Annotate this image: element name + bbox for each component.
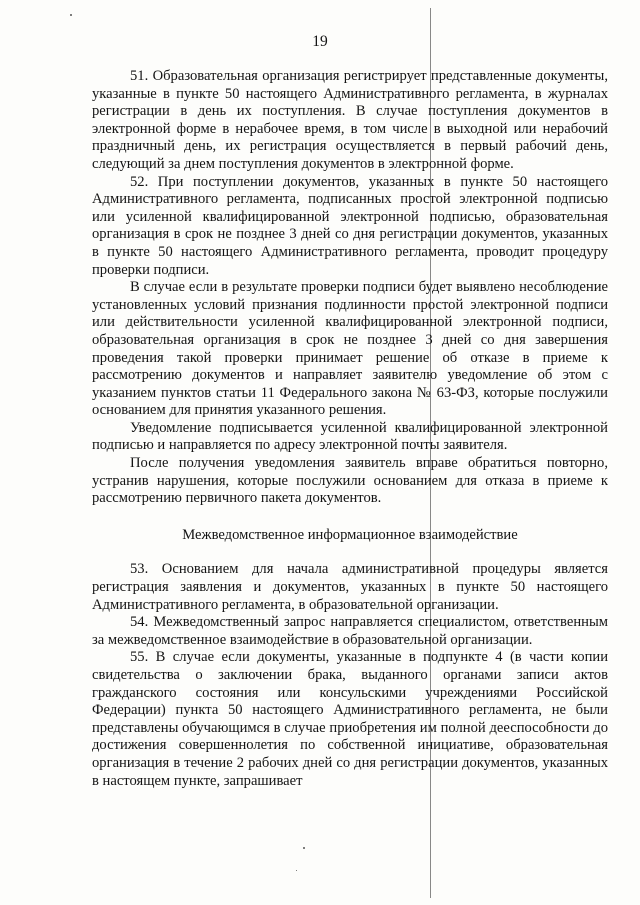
scan-speck (303, 847, 305, 849)
document-body (92, 68, 608, 790)
scan-speck (70, 14, 72, 16)
paragraph-notification: Уведомление подписывается усиленной квалифицированной электронной подписью и направляется по адресу электронной почты заявителя. (92, 419, 608, 454)
paragraph-54: 54. Межведомственный запрос направляется специалистом, ответственным за межведомственное взаимодействие в образовательной организации. (92, 614, 608, 648)
paragraph-resubmission: После получения уведомления заявитель вправе обратиться повторно, устранив нарушения, которые послужили основанием для отказа в приеме к рассмотрению первичного пакета документов. (92, 455, 608, 507)
section-heading: Межведомственное информационное взаимодействие (182, 526, 518, 543)
paragraph-52: 52. При поступлении документов, указанных в пункте 50 настоящего Административного регламента, подписанных простой электронной подписью или усиленной квалифицированной электронной подписью, образовательная организация в срок не позднее 3 дней со дня регистрации документов, указанных в пункте 50 настоящего Административного регламента, проводит процедуру проверки подписи. (92, 173, 608, 278)
paragraph-signature-check: В случае если в результате проверки подписи будет выявлено несоблюдение установленных условий признания подлинности простой электронной подписи или действительности усиленной квалифицированной электронной подписи, образовательная организация в срок не позднее 3 дней со дня завершения проведения такой проверки принимает решение об отказе в приеме к рассмотрению документов и направляет заявителю уведомление об этом с указанием пунктов статьи 11 Федерального закона № 63-ФЗ, которые послужили основанием для принятия указанного решения. (92, 279, 608, 419)
paragraph-53: 53. Основанием для начала административной процедуры является регистрация заявления и документов, указанных в пункте 50 настоящего Административного регламента, в образовательной организации. (92, 561, 608, 613)
page-number: 19 (312, 33, 328, 50)
paragraph-51: 51. Образовательная организация регистрирует представленные документы, указанные в пункте 50 настоящего Административного регламента, в журналах регистрации в день их поступления. В случае поступления документов в электронной форме в нерабочее время, в том числе в выходной или нерабочий праздничный день, их регистрация осуществляется в первый рабочий день, следующий за днем поступления документов в электронной форме. (92, 68, 608, 172)
scan-fold-line (430, 8, 431, 898)
scan-speck (296, 870, 297, 871)
paragraph-55: 55. В случае если документы, указанные в подпункте 4 (в части копии свидетельства о заключении брака, выданного органами записи актов гражданского состояния или консульскими учреждениями Российской Федерации) пункта 50 настоящего Административного регламента, не были представлены обучающимся в случае приобретения им полной дееспособности до достижения совершеннолетия по собственной инициативе, образовательная организация в течение 2 рабочих дней со дня регистрации документов, указанных в настоящем пункте, запрашивает (92, 649, 608, 789)
